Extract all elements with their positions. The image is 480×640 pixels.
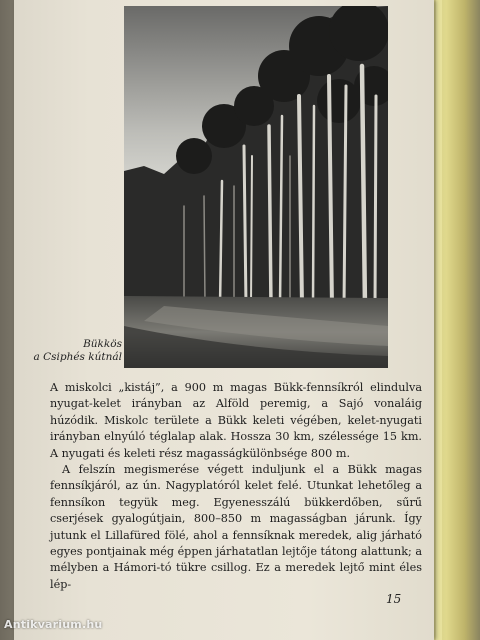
paragraph-2: A felszín megismerése végett induljunk el a Bükk magas fennsíkjáról, az ún. Nagyplatóról kelet felé. Utunkat lehetőleg a fennsíkon tegyük meg. Egyenesszálú bükkerdőben, sűrű cserjések gyalogútjain, 800–850 m magasságban járunk. Így jutunk el Lillafüred fölé, ahol a fennsíknak meredek, alig járható egyes pontjainak még éppen járhatatlan lejtője tátong alattunk; a mélyben a Hámori-tó tükre csillog. Ez a meredek lejtő mint éles lép- [50,463,422,591]
book-page [14,0,434,640]
paragraph-1: A miskolci „kistáj”, a 900 m magas Bükk-fennsíkról elindulva nyugat-kelet irányban az Alföld peremig, a Sajó vonaláig húzódik. Miskolc területe a Bükk keleti végében, kelet-nyugati irányban elnyúló téglalap alak. Hossza 30 km, szélessége 15 km. A nyugati és keleti rész magasságkülönbsége 800 m. [50,381,422,460]
body-text [50,380,422,593]
watermark: Antikvarium.hu [4,618,103,631]
photo-caption [32,338,122,364]
book-cover-edge [428,0,480,640]
page-number: 15 [386,592,402,606]
forest-photograph [124,6,388,368]
caption-line-2: a Csiphés kútnál [33,351,122,363]
caption-line-1: Bükkös [83,338,122,350]
